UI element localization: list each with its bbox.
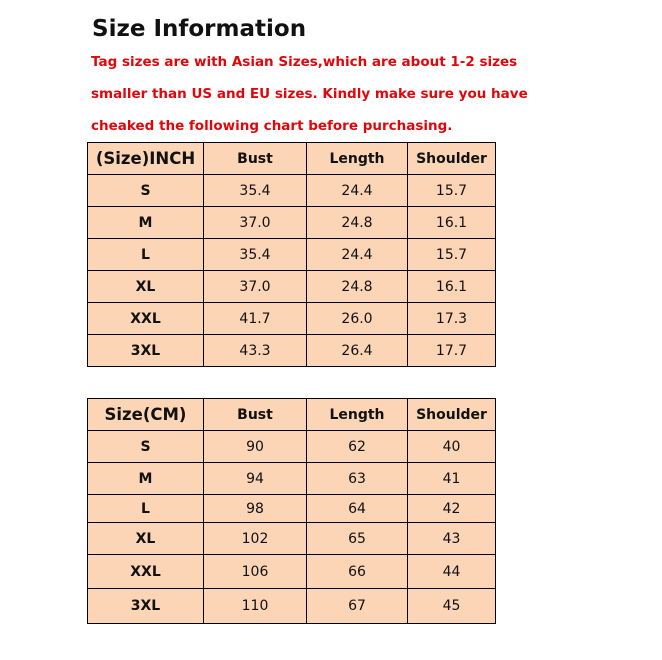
- page-title: Size Information: [92, 16, 307, 42]
- length-cell: 26.0: [307, 303, 408, 335]
- header-size-inch: (Size)INCH: [88, 143, 204, 175]
- size-cell: L: [88, 495, 204, 523]
- length-cell: 24.4: [307, 239, 408, 271]
- shoulder-cell: 17.7: [408, 335, 496, 367]
- bust-cell: 106: [204, 555, 307, 589]
- length-cell: 62: [307, 431, 408, 463]
- header-bust: Bust: [204, 143, 307, 175]
- header-shoulder: Shoulder: [408, 399, 496, 431]
- length-cell: 63: [307, 463, 408, 495]
- shoulder-cell: 17.3: [408, 303, 496, 335]
- table-row: [88, 303, 496, 335]
- bust-cell: 35.4: [204, 239, 307, 271]
- size-cell: S: [88, 175, 204, 207]
- table-row: [88, 431, 496, 463]
- shoulder-cell: 45: [408, 589, 496, 624]
- length-cell: 26.4: [307, 335, 408, 367]
- table-row: [88, 239, 496, 271]
- size-table-inch: [87, 142, 496, 367]
- shoulder-cell: 16.1: [408, 207, 496, 239]
- size-cell: XL: [88, 271, 204, 303]
- size-cell: M: [88, 207, 204, 239]
- length-cell: 24.4: [307, 175, 408, 207]
- size-cell: XXL: [88, 303, 204, 335]
- shoulder-cell: 43: [408, 523, 496, 555]
- notice-line-2: smaller than US and EU sizes. Kindly make sure you have: [91, 86, 528, 102]
- length-cell: 67: [307, 589, 408, 624]
- table-row: [88, 207, 496, 239]
- table-row: [88, 589, 496, 624]
- length-cell: 64: [307, 495, 408, 523]
- size-cell: L: [88, 239, 204, 271]
- size-table-cm: [87, 398, 496, 624]
- header-size-cm: Size(CM): [88, 399, 204, 431]
- shoulder-cell: 16.1: [408, 271, 496, 303]
- bust-cell: 98: [204, 495, 307, 523]
- table-row: [88, 335, 496, 367]
- size-cell: S: [88, 431, 204, 463]
- length-cell: 66: [307, 555, 408, 589]
- shoulder-cell: 42: [408, 495, 496, 523]
- size-cell: 3XL: [88, 335, 204, 367]
- table-header-row: [88, 399, 496, 431]
- length-cell: 24.8: [307, 271, 408, 303]
- table-row: [88, 463, 496, 495]
- length-cell: 24.8: [307, 207, 408, 239]
- size-cell: M: [88, 463, 204, 495]
- notice-line-3: cheaked the following chart before purchasing.: [91, 118, 453, 134]
- bust-cell: 35.4: [204, 175, 307, 207]
- table-row: [88, 495, 496, 523]
- shoulder-cell: 44: [408, 555, 496, 589]
- shoulder-cell: 41: [408, 463, 496, 495]
- bust-cell: 102: [204, 523, 307, 555]
- bust-cell: 41.7: [204, 303, 307, 335]
- size-cell: 3XL: [88, 589, 204, 624]
- table-row: [88, 555, 496, 589]
- header-length: Length: [307, 399, 408, 431]
- size-cell: XXL: [88, 555, 204, 589]
- length-cell: 65: [307, 523, 408, 555]
- bust-cell: 90: [204, 431, 307, 463]
- bust-cell: 43.3: [204, 335, 307, 367]
- header-length: Length: [307, 143, 408, 175]
- table-header-row: [88, 143, 496, 175]
- header-bust: Bust: [204, 399, 307, 431]
- table-row: [88, 271, 496, 303]
- bust-cell: 110: [204, 589, 307, 624]
- table-row: [88, 523, 496, 555]
- bust-cell: 37.0: [204, 207, 307, 239]
- shoulder-cell: 15.7: [408, 239, 496, 271]
- table-row: [88, 175, 496, 207]
- shoulder-cell: 40: [408, 431, 496, 463]
- header-shoulder: Shoulder: [408, 143, 496, 175]
- size-cell: XL: [88, 523, 204, 555]
- shoulder-cell: 15.7: [408, 175, 496, 207]
- notice-line-1: Tag sizes are with Asian Sizes,which are about 1-2 sizes: [91, 54, 518, 70]
- bust-cell: 94: [204, 463, 307, 495]
- bust-cell: 37.0: [204, 271, 307, 303]
